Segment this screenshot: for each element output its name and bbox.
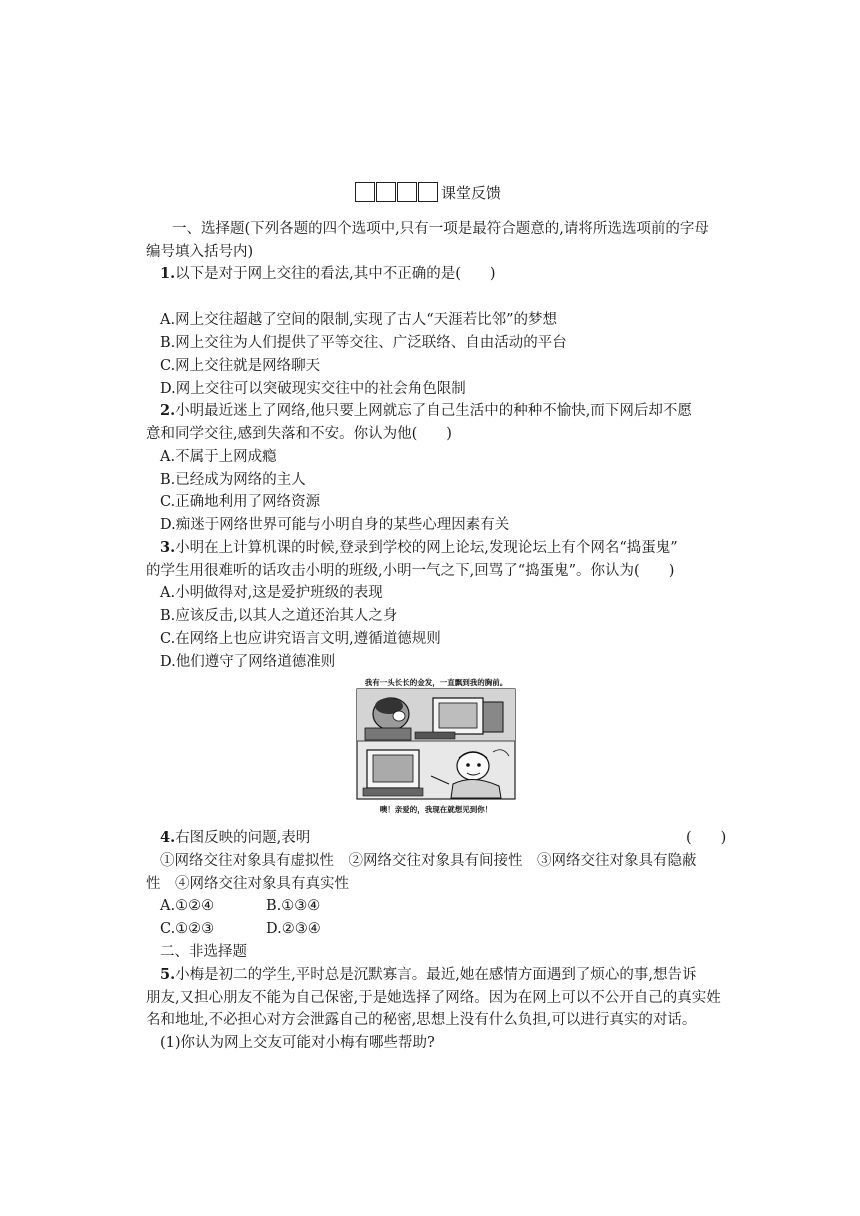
q2-stem-cont: 意和同学交往,感到失落和不安。你认为他( ) [146,426,452,442]
q4-option-c: C.①②③ [160,921,215,937]
q4-option-d: D.②③④ [266,921,321,937]
q5-stem [160,965,696,985]
section1-intro: 一、选择题(下列各题的四个选项中,只有一项是最符合题意的,请将所选选项前的字母 [172,221,709,237]
q5-stem-text: 小梅是初二的学生,平时总是沉默寡言。最近,她在感情方面遇到了烦心的事,想告诉 [175,967,697,983]
q4-answer-paren: ( ) [686,830,727,846]
q3-number: 3. [160,539,176,556]
q3-stem-cont: 的学生用很难听的话攻击小明的班级,小明一气之下,回骂了“捣蛋鬼”。你认为( ) [146,563,675,579]
q2-option-a: A.不属于上网成瘾 [160,449,277,465]
heading-box [376,182,396,202]
q4-stem-text: 右图反映的问题,表明 [175,830,311,846]
q5-stem-cont1: 朋友,又担心朋友不能为自己保密,于是她选择了网络。因为在网上可以不公开自己的真实姓 [146,990,721,1006]
q1-stem-text: 以下是对于网上交往的看法,其中不正确的是( ) [175,266,496,282]
q4-statements-cont: 性 ④网络交往对象具有真实性 [146,876,349,892]
q3-option-d: D.他们遵守了网络道德准则 [160,654,336,670]
q1-number: 1. [160,265,176,282]
q4-statements: ①网络交往对象具有虚拟性 ②网络交往对象具有间接性 ③网络交往对象具有隐蔽 [160,853,697,869]
q1-option-c: C.网上交往就是网络聊天 [160,358,321,374]
q2-option-c: C.正确地利用了网络资源 [160,494,321,510]
q3-option-a: A.小明做得对,这是爱护班级的表现 [160,585,383,601]
q3-option-c: C.在网络上也应讲究语言文明,遵循道德规则 [160,631,441,647]
q1-option-d: D.网上交往可以突破现实交往中的社会角色限制 [160,381,466,397]
q4-number: 4. [160,829,176,846]
heading-box [397,182,417,202]
q3-option-b: B.应该反击,以其人之道还治其人之身 [160,608,398,624]
q4-stem [160,828,310,848]
q5-number: 5. [160,966,176,983]
q1-option-a: A.网上交往超越了空间的限制,实现了古人“天涯若比邻”的梦想 [160,312,558,328]
q3-stem [160,538,678,558]
cartoon-caption-bottom: 噢！亲爱的，我现在就想见到你！ [379,805,493,814]
heading-box [418,182,438,202]
cartoon-caption-top: 我有一头长长的金发，一直飘到我的胸前。 [364,678,508,687]
q5-stem-cont2: 名和地址,不必担心对方会泄露自己的秘密,思想上没有什么负担,可以进行真实的对话。 [146,1012,697,1028]
q1-option-b: B.网上交往为人们提供了平等交往、广泛联络、自由活动的平台 [160,335,567,351]
q2-stem [160,401,692,421]
q2-stem-text: 小明最近迷上了网络,他只要上网就忘了自己生活中的种种不愉快,而下网后却不愿 [175,403,692,419]
q4-option-a: A.①②④ [160,898,215,914]
heading-box [355,182,375,202]
q2-number: 2. [160,402,176,419]
q1-stem [160,264,496,284]
section1-intro-cont: 编号填入括号内) [146,244,254,260]
q4-option-b: B.①③④ [266,898,321,914]
heading-title: 课堂反馈 [441,183,502,202]
q5-subquestion-1: (1)你认为网上交友可能对小梅有哪些帮助? [160,1035,435,1051]
section2-title: 二、非选择题 [160,944,247,960]
cartoon-drawing [353,676,519,816]
section-heading [355,180,501,204]
q2-option-d: D.痴迷于网络世界可能与小明自身的某些心理因素有关 [160,517,510,533]
cartoon-illustration [353,676,519,816]
q2-option-b: B.已经成为网络的主人 [160,472,306,488]
q3-stem-text: 小明在上计算机课的时候,登录到学校的网上论坛,发现论坛上有个网名“捣蛋鬼” [175,540,678,556]
